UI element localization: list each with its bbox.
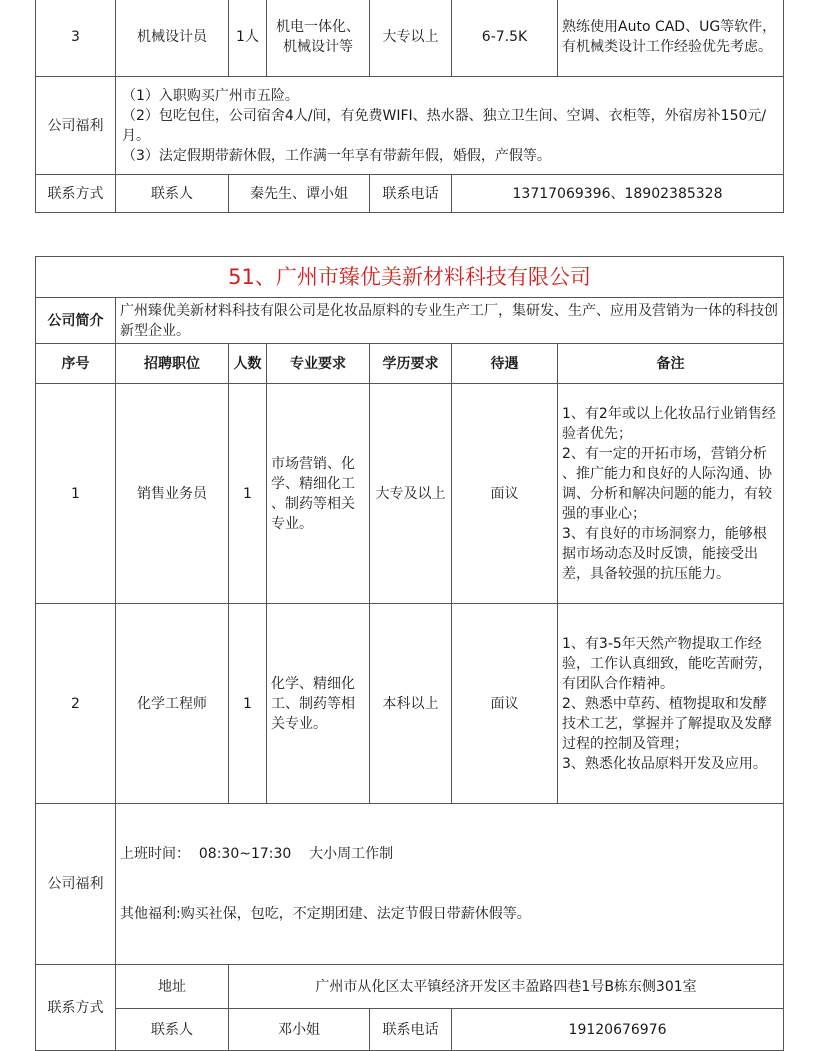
job-education: 大专以上 [370, 0, 452, 77]
phone-number: 19120676976 [452, 1009, 784, 1051]
welfare-content [116, 77, 784, 175]
welfare-line: （3）法定假期带薪休假，工作满一年享有带薪年假，婚假，产假等。 [122, 147, 551, 164]
intro-text: 广州臻优美新材料科技有限公司是化妆品原料的专业生产工厂，集研发、生产、应用及营销为一体的科技创新型企业。 [116, 298, 784, 344]
address-text: 广州市从化区太平镇经济开发区丰盈路四巷1号B栋东侧301室 [229, 965, 784, 1009]
phone-label: 联系电话 [370, 175, 452, 213]
job-education: 本科以上 [370, 604, 452, 804]
contact-person: 秦先生、谭小姐 [229, 175, 370, 213]
job-position: 机械设计员 [116, 0, 229, 77]
header-cell: 人数 [229, 344, 267, 384]
job-major: 化学、精细化 工、制药等相 关专业。 [267, 604, 370, 804]
company2-table [35, 256, 784, 1051]
job-salary: 6-7.5K [452, 0, 558, 77]
job-remarks: 1、有2年或以上化妆品行业销售经 验者优先； 2、有一定的开拓市场，营销分析 、推广能力和良好的人际沟通、协 调、分析和解决问题的能力，有较 强的事业心； 3、有良好的市场洞察力，能够根 据市场动态及时反馈，能接受出 差，具备较强的抗压能力。 [558, 384, 784, 604]
welfare-row [36, 77, 784, 175]
company1-table [35, 0, 784, 213]
welfare-label: 公司福利 [36, 77, 116, 175]
job-count: 1 [229, 604, 267, 804]
table-row [36, 604, 784, 804]
welfare-line: 其他福利:购买社保，包吃，不定期团建、法定节假日带薪休假等。 [120, 906, 531, 922]
phone-number: 13717069396、18902385328 [452, 175, 784, 213]
welfare-row [36, 804, 784, 965]
welfare-content [116, 804, 784, 965]
job-number: 1 [36, 384, 116, 604]
header-cell: 招聘职位 [116, 344, 229, 384]
header-cell: 专业要求 [267, 344, 370, 384]
table-row [36, 384, 784, 604]
job-remarks: 熟练使用Auto CAD、UG等软件， 有机械类设计工作经验优先考虑。 [558, 0, 784, 77]
job-major: 市场营销、化 学、精细化工 、制药等相关 专业。 [267, 384, 370, 604]
phone-label: 联系电话 [370, 1009, 452, 1051]
header-cell: 待遇 [452, 344, 558, 384]
job-major: 机电一体化、 机械设计等 [267, 0, 370, 77]
contact-person-label: 联系人 [116, 175, 229, 213]
contact-row [36, 1009, 784, 1051]
welfare-line: （2）包吃包住，公司宿舍4人/间，有免费WIFI、热水器、独立卫生间、空调、衣柜等，外宿房补150元/月。 [122, 107, 767, 144]
address-row [36, 965, 784, 1009]
job-number: 2 [36, 604, 116, 804]
intro-row [36, 298, 784, 344]
header-row [36, 344, 784, 384]
job-salary: 面议 [452, 604, 558, 804]
welfare-label: 公司福利 [36, 804, 116, 965]
header-cell: 学历要求 [370, 344, 452, 384]
job-count: 1 [229, 384, 267, 604]
job-position: 化学工程师 [116, 604, 229, 804]
job-position: 销售业务员 [116, 384, 229, 604]
job-number: 3 [36, 0, 116, 77]
welfare-line: （1）入职购买广州市五险。 [122, 87, 299, 104]
address-label: 地址 [116, 965, 229, 1009]
job-remarks: 1、有3-5年天然产物提取工作经 验，工作认真细致，能吃苦耐劳， 有团队合作精神。 2、熟悉中草药、植物提取和发酵 技术工艺，掌握并了解提取及发酵 过程的控制及管理； 3、熟悉化妆品原料开发及应用。 [558, 604, 784, 804]
contact-label: 联系方式 [36, 965, 116, 1051]
table-row [36, 0, 784, 77]
welfare-line: 上班时间： 08:30~17:30 大小周工作制 [120, 846, 394, 862]
job-count: 1人 [229, 0, 267, 77]
header-cell: 序号 [36, 344, 116, 384]
intro-label: 公司简介 [36, 298, 116, 344]
contact-row [36, 175, 784, 213]
job-education: 大专及以上 [370, 384, 452, 604]
contact-person: 邓小姐 [229, 1009, 370, 1051]
contact-label: 联系方式 [36, 175, 116, 213]
company-title: 51、广州市臻优美新材料科技有限公司 [36, 257, 784, 298]
header-cell: 备注 [558, 344, 784, 384]
contact-person-label: 联系人 [116, 1009, 229, 1051]
title-row [36, 257, 784, 298]
job-salary: 面议 [452, 384, 558, 604]
